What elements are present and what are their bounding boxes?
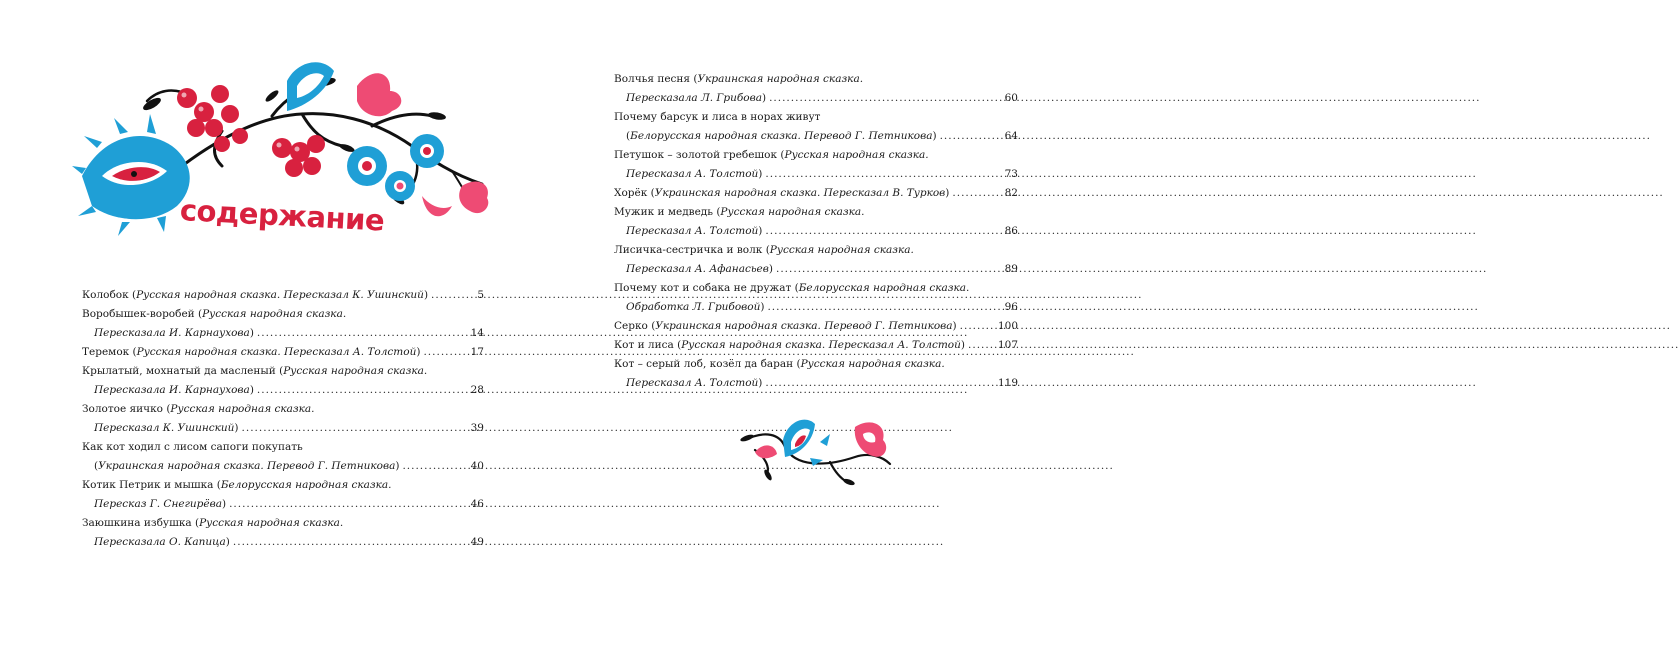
toc-entry-line: [82, 438, 484, 457]
toc-entry-source: Пересказал А. Толстой: [626, 225, 759, 237]
toc-dot-leader: [257, 381, 468, 400]
toc-entry-source: Украинская народная сказка. Перевод Г. Петникова: [98, 460, 396, 472]
toc-entry-source: Белорусская народная сказка. Перевод Г. Петникова: [630, 130, 933, 142]
toc-entry-source: Русская народная сказка.: [784, 149, 929, 161]
toc-entry-source: Пересказал А. Афанасьев: [626, 263, 769, 275]
toc-entry-line: [82, 400, 484, 419]
toc-entry-tail: ): [945, 187, 950, 199]
toc-page-number: 96: [1004, 301, 1018, 313]
toc-page-number: 49: [470, 536, 484, 548]
toc-entry-text: Заюшкина избушка (: [82, 517, 200, 529]
toc-entry-source: Пересказала О. Капица: [94, 536, 226, 548]
toc-entry-line: [82, 286, 484, 305]
toc-entry-source: Пересказал А. Толстой: [626, 168, 759, 180]
toc-entry-tail: ): [221, 498, 227, 510]
toc-entry-tail: ): [952, 320, 957, 332]
toc-page-number: 86: [1004, 225, 1018, 237]
toc-page-number: 14: [470, 327, 484, 339]
toc-entry-line: [82, 476, 484, 495]
toc-entry-title: [626, 127, 937, 146]
toc-entry-source: Русская народная сказка.: [202, 308, 347, 320]
toc-entry-text: Золотое яичко (: [82, 403, 171, 415]
toc-entry-source: Белорусская народная сказка.: [220, 479, 392, 491]
toc-dot-leader: [431, 286, 474, 305]
toc-entry-title: [94, 457, 399, 476]
toc-entry-text: Крылатый, мохнатый да масленый (: [82, 365, 284, 377]
toc-entry-text: Волчья песня (: [614, 73, 698, 85]
toc-dot-leader: [769, 89, 1002, 108]
toc-column-right: [614, 70, 1018, 393]
toc-entry-tail: ): [761, 92, 767, 104]
toc-entry-title: [82, 438, 303, 457]
toc-entry-tail: ): [768, 263, 773, 275]
toc-entry-line: [82, 457, 484, 476]
toc-entry-line: [614, 108, 1018, 127]
toc-entry-text: Серко (: [614, 320, 656, 332]
toc-entry-source: Русская народная сказка.: [199, 517, 344, 529]
toc-page-number: 100: [997, 320, 1018, 332]
toc-entry-title: [614, 241, 914, 260]
toc-heading: содержание: [179, 193, 386, 238]
toc-entry-title: [626, 374, 762, 393]
toc-dot-leader: [242, 419, 468, 438]
toc-entry-text: (: [626, 130, 631, 142]
toc-entry-title: [614, 146, 929, 165]
toc-entry-tail: ): [225, 536, 230, 548]
toc-entry-line: [614, 298, 1018, 317]
toc-dot-leader: [765, 222, 1001, 241]
toc-page-number: 107: [997, 339, 1018, 351]
toc-entry-line: [614, 184, 1018, 203]
toc-entry-text: Почему кот и собака не дружат (: [614, 282, 799, 294]
toc-entry-line: [614, 89, 1018, 108]
toc-entry-tail: ): [760, 301, 765, 313]
toc-dot-leader: [776, 260, 1002, 279]
toc-entry-title: [82, 286, 428, 305]
toc-entry-source: Русская народная сказка.: [170, 403, 315, 415]
toc-entry-line: [614, 355, 1018, 374]
toc-entry-title: [82, 362, 427, 381]
toc-entry-source: Русская народная сказка.: [769, 244, 914, 256]
toc-entry-source: Русская народная сказка.: [283, 365, 428, 377]
toc-entry-line: [614, 241, 1018, 260]
toc-page-number: 46: [470, 498, 484, 510]
toc-page-number: 60: [1004, 92, 1018, 104]
toc-entry-line: [614, 374, 1018, 393]
toc-entry-title: [614, 70, 863, 89]
toc-page-number: 28: [470, 384, 484, 396]
toc-entry-title: [94, 324, 254, 343]
toc-entry-title: [626, 165, 762, 184]
toc-entry-title: [614, 336, 965, 355]
toc-entry-title: [94, 533, 230, 552]
toc-entry-tail: ): [758, 168, 763, 180]
toc-dot-leader: [402, 457, 467, 476]
toc-entry-tail: ): [249, 384, 254, 396]
toc-entry-source: Белорусская народная сказка.: [798, 282, 970, 294]
toc-entry-source: Русская народная сказка. Пересказал А. Толстой: [136, 346, 417, 358]
toc-entry-tail: ): [758, 225, 763, 237]
toc-entry-source: Русская народная сказка. Пересказал А. Толстой: [681, 339, 961, 351]
toc-entry-title: [626, 260, 773, 279]
toc-entry-title: [614, 279, 969, 298]
toc-entry-title: [626, 222, 762, 241]
toc-entry-source: Пересказал К. Ушинский: [94, 422, 235, 434]
toc-page-number: 119: [997, 377, 1018, 389]
toc-column-left: [82, 286, 484, 552]
toc-entry-title: [82, 305, 346, 324]
toc-entry-text: Кот и лиса (: [614, 339, 682, 351]
toc-entry-line: [614, 260, 1018, 279]
toc-entry-text: Мужик и медведь (: [614, 206, 721, 218]
toc-entry-line: [614, 203, 1018, 222]
toc-entry-text: Почему барсук и лиса в норах живут: [614, 111, 821, 123]
toc-entry-source: Русская народная сказка.: [800, 358, 945, 370]
toc-dot-leader: [767, 298, 1001, 317]
toc-entry-line: [614, 336, 1018, 355]
toc-entry-line: [614, 70, 1018, 89]
toc-entry-text: (: [94, 460, 99, 472]
folk-ornament-small-illustration: [735, 412, 897, 488]
toc-entry-text: Кот – серый лоб, козёл да баран (: [614, 358, 801, 370]
toc-entry-title: [614, 184, 949, 203]
toc-entry-line: [82, 514, 484, 533]
toc-page-number: 5: [477, 289, 484, 301]
toc-entry-source: Украинская народная сказка. Пересказал В. Турков: [654, 187, 946, 199]
toc-entry-line: [614, 222, 1018, 241]
toc-entry-tail: ): [249, 327, 254, 339]
toc-entry-line: [614, 317, 1018, 336]
toc-entry-tail: ): [758, 377, 763, 389]
toc-entry-tail: ): [416, 346, 421, 358]
toc-dot-leader: [952, 184, 1001, 203]
toc-entry-title: [94, 495, 226, 514]
toc-entry-line: [614, 279, 1018, 298]
toc-dot-leader: [233, 533, 468, 552]
toc-entry-title: [614, 108, 820, 127]
toc-page-number: 39: [470, 422, 484, 434]
toc-entry-line: [82, 305, 484, 324]
toc-entry-text: Колобок (: [82, 289, 137, 301]
toc-entry-line: [82, 419, 484, 438]
toc-entry-line: [614, 146, 1018, 165]
toc-entry-source: Пересказала Л. Грибова: [626, 92, 762, 104]
toc-page-number: 89: [1004, 263, 1018, 275]
toc-page-number: 17: [470, 346, 484, 358]
toc-dot-leader: [229, 495, 468, 514]
toc-page-number: 64: [1004, 130, 1018, 142]
toc-entry-tail: ): [960, 339, 966, 351]
toc-entry-title: [614, 355, 945, 374]
toc-entry-line: [82, 495, 484, 514]
toc-entry-line: [82, 343, 484, 362]
toc-page-number: 73: [1004, 168, 1018, 180]
toc-dot-leader: [765, 374, 995, 393]
toc-entry-text: Воробышек-воробей (: [82, 308, 203, 320]
toc-entry-text: Теремок (: [82, 346, 137, 358]
toc-page-number: 82: [1004, 187, 1018, 199]
toc-entry-tail: ): [395, 460, 400, 472]
toc-entry-title: [626, 298, 764, 317]
toc-entry-line: [614, 165, 1018, 184]
toc-entry-source: Русская народная сказка.: [720, 206, 865, 218]
toc-entry-line: [82, 362, 484, 381]
toc-entry-source: Обработка Л. Грибовой: [626, 301, 761, 313]
toc-entry-line: [614, 127, 1018, 146]
toc-entry-line: [82, 381, 484, 400]
toc-entry-source: Пересказала И. Карнаухова: [94, 384, 250, 396]
toc-entry-text: Петушок – золотой гребешок (: [614, 149, 785, 161]
toc-dot-leader: [257, 324, 468, 343]
toc-entry-tail: ): [423, 289, 429, 301]
toc-entry-text: Хорёк (: [614, 187, 655, 199]
toc-entry-text: Котик Петрик и мышка (: [82, 479, 221, 491]
toc-entry-title: [614, 203, 865, 222]
toc-entry-title: [94, 381, 254, 400]
toc-dot-leader: [940, 127, 1002, 146]
toc-entry-title: [82, 400, 315, 419]
toc-dot-leader: [423, 343, 467, 362]
toc-entry-line: [82, 533, 484, 552]
toc-dot-leader: [968, 336, 995, 355]
toc-entry-tail: ): [234, 422, 239, 434]
toc-entry-title: [626, 89, 766, 108]
toc-entry-source: Русская народная сказка. Пересказал К. Ушинский: [136, 289, 424, 301]
toc-entry-title: [614, 317, 957, 336]
toc-entry-title: [82, 476, 392, 495]
toc-entry-title: [82, 514, 343, 533]
toc-entry-source: Украинская народная сказка. Перевод Г. Петникова: [655, 320, 953, 332]
toc-entry-title: [94, 419, 239, 438]
toc-entry-text: Лисичка-сестричка и волк (: [614, 244, 770, 256]
toc-entry-source: Пересказ Г. Снегирёва: [94, 498, 222, 510]
toc-entry-source: Украинская народная сказка.: [697, 73, 864, 85]
toc-entry-source: Пересказал А. Толстой: [626, 377, 759, 389]
toc-page-number: 40: [470, 460, 484, 472]
toc-entry-line: [82, 324, 484, 343]
toc-dot-leader: [765, 165, 1001, 184]
toc-entry-tail: ): [932, 130, 937, 142]
toc-entry-source: Пересказала И. Карнаухова: [94, 327, 250, 339]
toc-dot-leader: [960, 317, 995, 336]
toc-entry-title: [82, 343, 420, 362]
toc-entry-text: Как кот ходил с лисом сапоги покупать: [82, 441, 303, 453]
